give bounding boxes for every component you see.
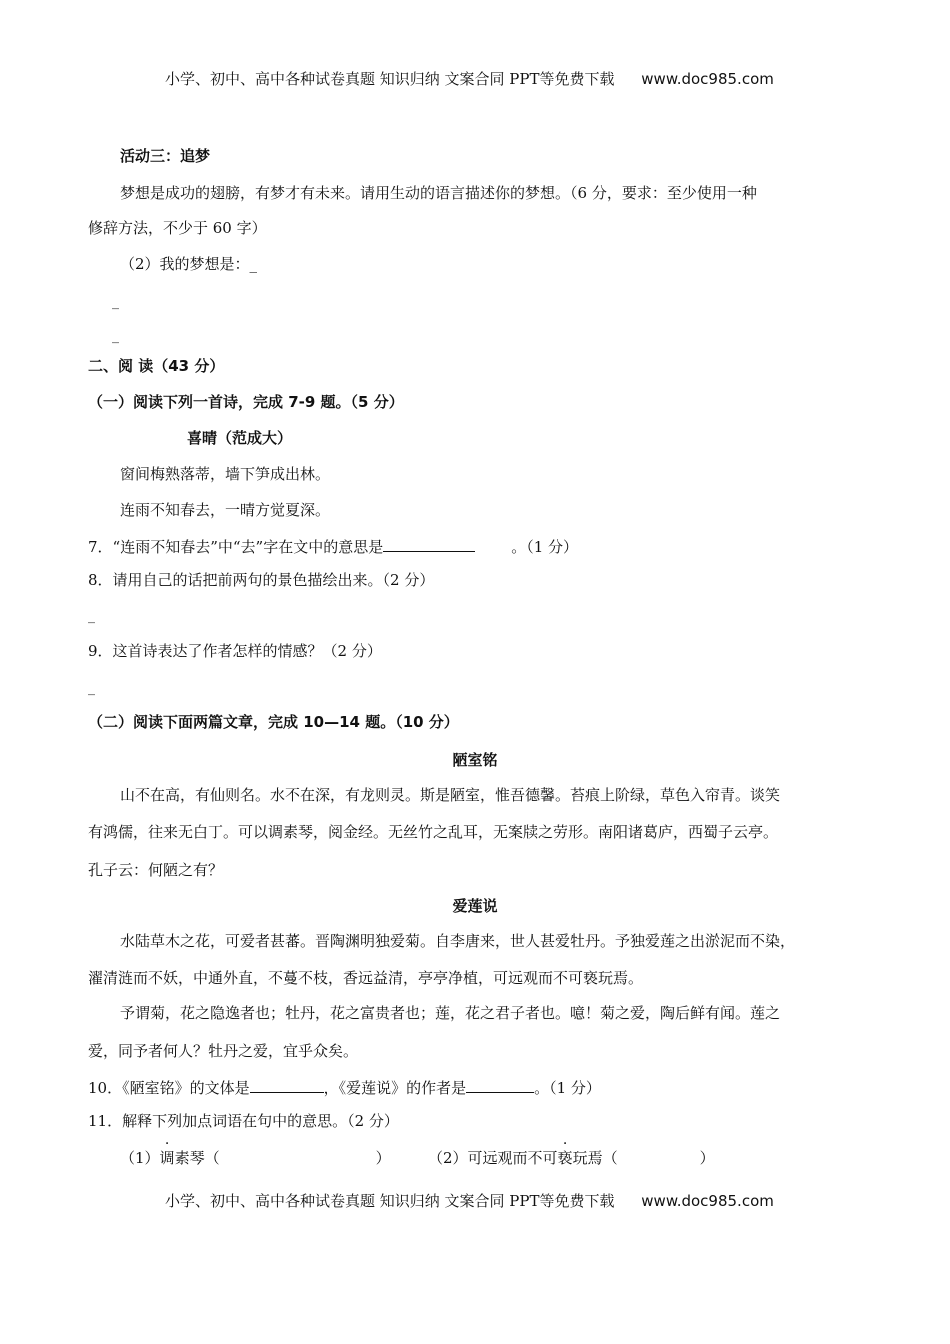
q8-answer-blank: _ [88,608,95,624]
q10-part-a: 10．《陋室铭》的文体是 [88,1079,250,1097]
q11-item1 [120,1148,391,1168]
poem-line1: 窗间梅熟落蒂，墙下笋成出林。 [120,465,331,483]
q11-item1-prefix: （1） [120,1149,160,1167]
question-11: 11．解释下列加点词语在句中的意思。（2 分） [88,1112,399,1130]
q7-answer-blank[interactable] [383,535,475,552]
poem-title-text: 喜晴（范成大） [187,429,293,447]
header-text: 小学、初中、高中各种试卷真题 知识归纳 文案合同 PPT等免费下载 [165,70,615,88]
q11-item2-prefix: （2）可远观而不可 [428,1149,558,1167]
q11-item2 [428,1148,715,1168]
q7-text: 7．“连雨不知春去”中“去”字在文中的意思是 [88,538,384,556]
question-7 [88,535,578,557]
activity3-prompt-line2: 修辞方法，不少于 60 字） [88,219,267,237]
section2-title: 二、阅 读（43 分） [88,357,225,375]
essay2-line1: 水陆草木之花，可爱者甚蕃。晋陶渊明独爱菊。自李唐来，世人甚爱牡丹。予独爱莲之出淤泥而不染， [120,932,796,950]
footer-url: www.doc985.com [641,1192,774,1210]
q11-item2-dotted-char: 亵 [557,1149,573,1167]
q11-item1-close: ） [375,1149,391,1167]
answer-blank-2: _ [112,328,119,344]
activity3-prompt-line1: 梦想是成功的翅膀，有梦才有未来。请用生动的语言描述你的梦想。（6 分，要求：至少使用一种 [120,184,757,202]
q11-item1-rest: 素琴（ [174,1149,220,1167]
activity3-title: 活动三：追梦 [120,147,211,165]
part2-title: （二）阅读下面两篇文章，完成 10—14 题。（10 分） [88,713,459,731]
answer-blank-1: _ [112,294,119,310]
essay2-line2: 濯清涟而不妖，中通外直，不蔓不枝，香远益清，亭亭净植，可远观而不可亵玩焉。 [88,969,644,987]
q11-item1-dotted-char: 调 [159,1149,175,1167]
question-10 [88,1076,601,1098]
question-9: 9．这首诗表达了作者怎样的情感？（2 分） [88,642,382,660]
essay1-line3: 孔子云：何陋之有？ [88,861,224,879]
activity3-item2: （2）我的梦想是：_ [120,255,258,273]
essay1-line1: 山不在高，有仙则名。水不在深，有龙则灵。斯是陋室，惟吾德馨。苔痕上阶绿，草色入帘青。谈笑 [120,786,781,804]
q10-author-blank[interactable] [466,1076,534,1093]
page-footer [165,1191,774,1211]
essay2-title: 爱莲说 [452,897,498,915]
essay2-line3: 予谓菊，花之隐逸者也；牡丹，花之富贵者也；莲，花之君子者也。噫！菊之爱，陶后鲜有闻。莲之 [120,1004,781,1022]
q10-part-c: 。（1 分） [534,1079,601,1097]
q7-tail: 。（1 分） [511,538,579,556]
page-header [165,69,774,89]
poem-title [187,428,292,448]
poem-line2: 连雨不知春去，一晴方觉夏深。 [120,501,331,519]
essay1-title: 陋室铭 [452,751,498,769]
question-8: 8．请用自己的话把前两句的景色描绘出来。（2 分） [88,571,435,589]
q10-genre-blank[interactable] [250,1076,324,1093]
part1-title: （一）阅读下列一首诗，完成 7-9 题。（5 分） [88,393,404,411]
q11-item2-rest: 玩焉（ [572,1149,618,1167]
q11-item2-close: ） [699,1149,715,1167]
q10-part-b: ，《爱莲说》的作者是 [323,1079,467,1097]
footer-text: 小学、初中、高中各种试卷真题 知识归纳 文案合同 PPT等免费下载 [165,1192,615,1210]
essay2-line4: 爱，同予者何人？牡丹之爱，宜乎众矣。 [88,1042,359,1060]
header-url: www.doc985.com [641,70,774,88]
q9-answer-blank: _ [88,680,95,696]
essay1-line2: 有鸿儒，往来无白丁。可以调素琴，阅金经。无丝竹之乱耳，无案牍之劳形。南阳诸葛庐，西蜀子云亭。 [88,823,779,841]
